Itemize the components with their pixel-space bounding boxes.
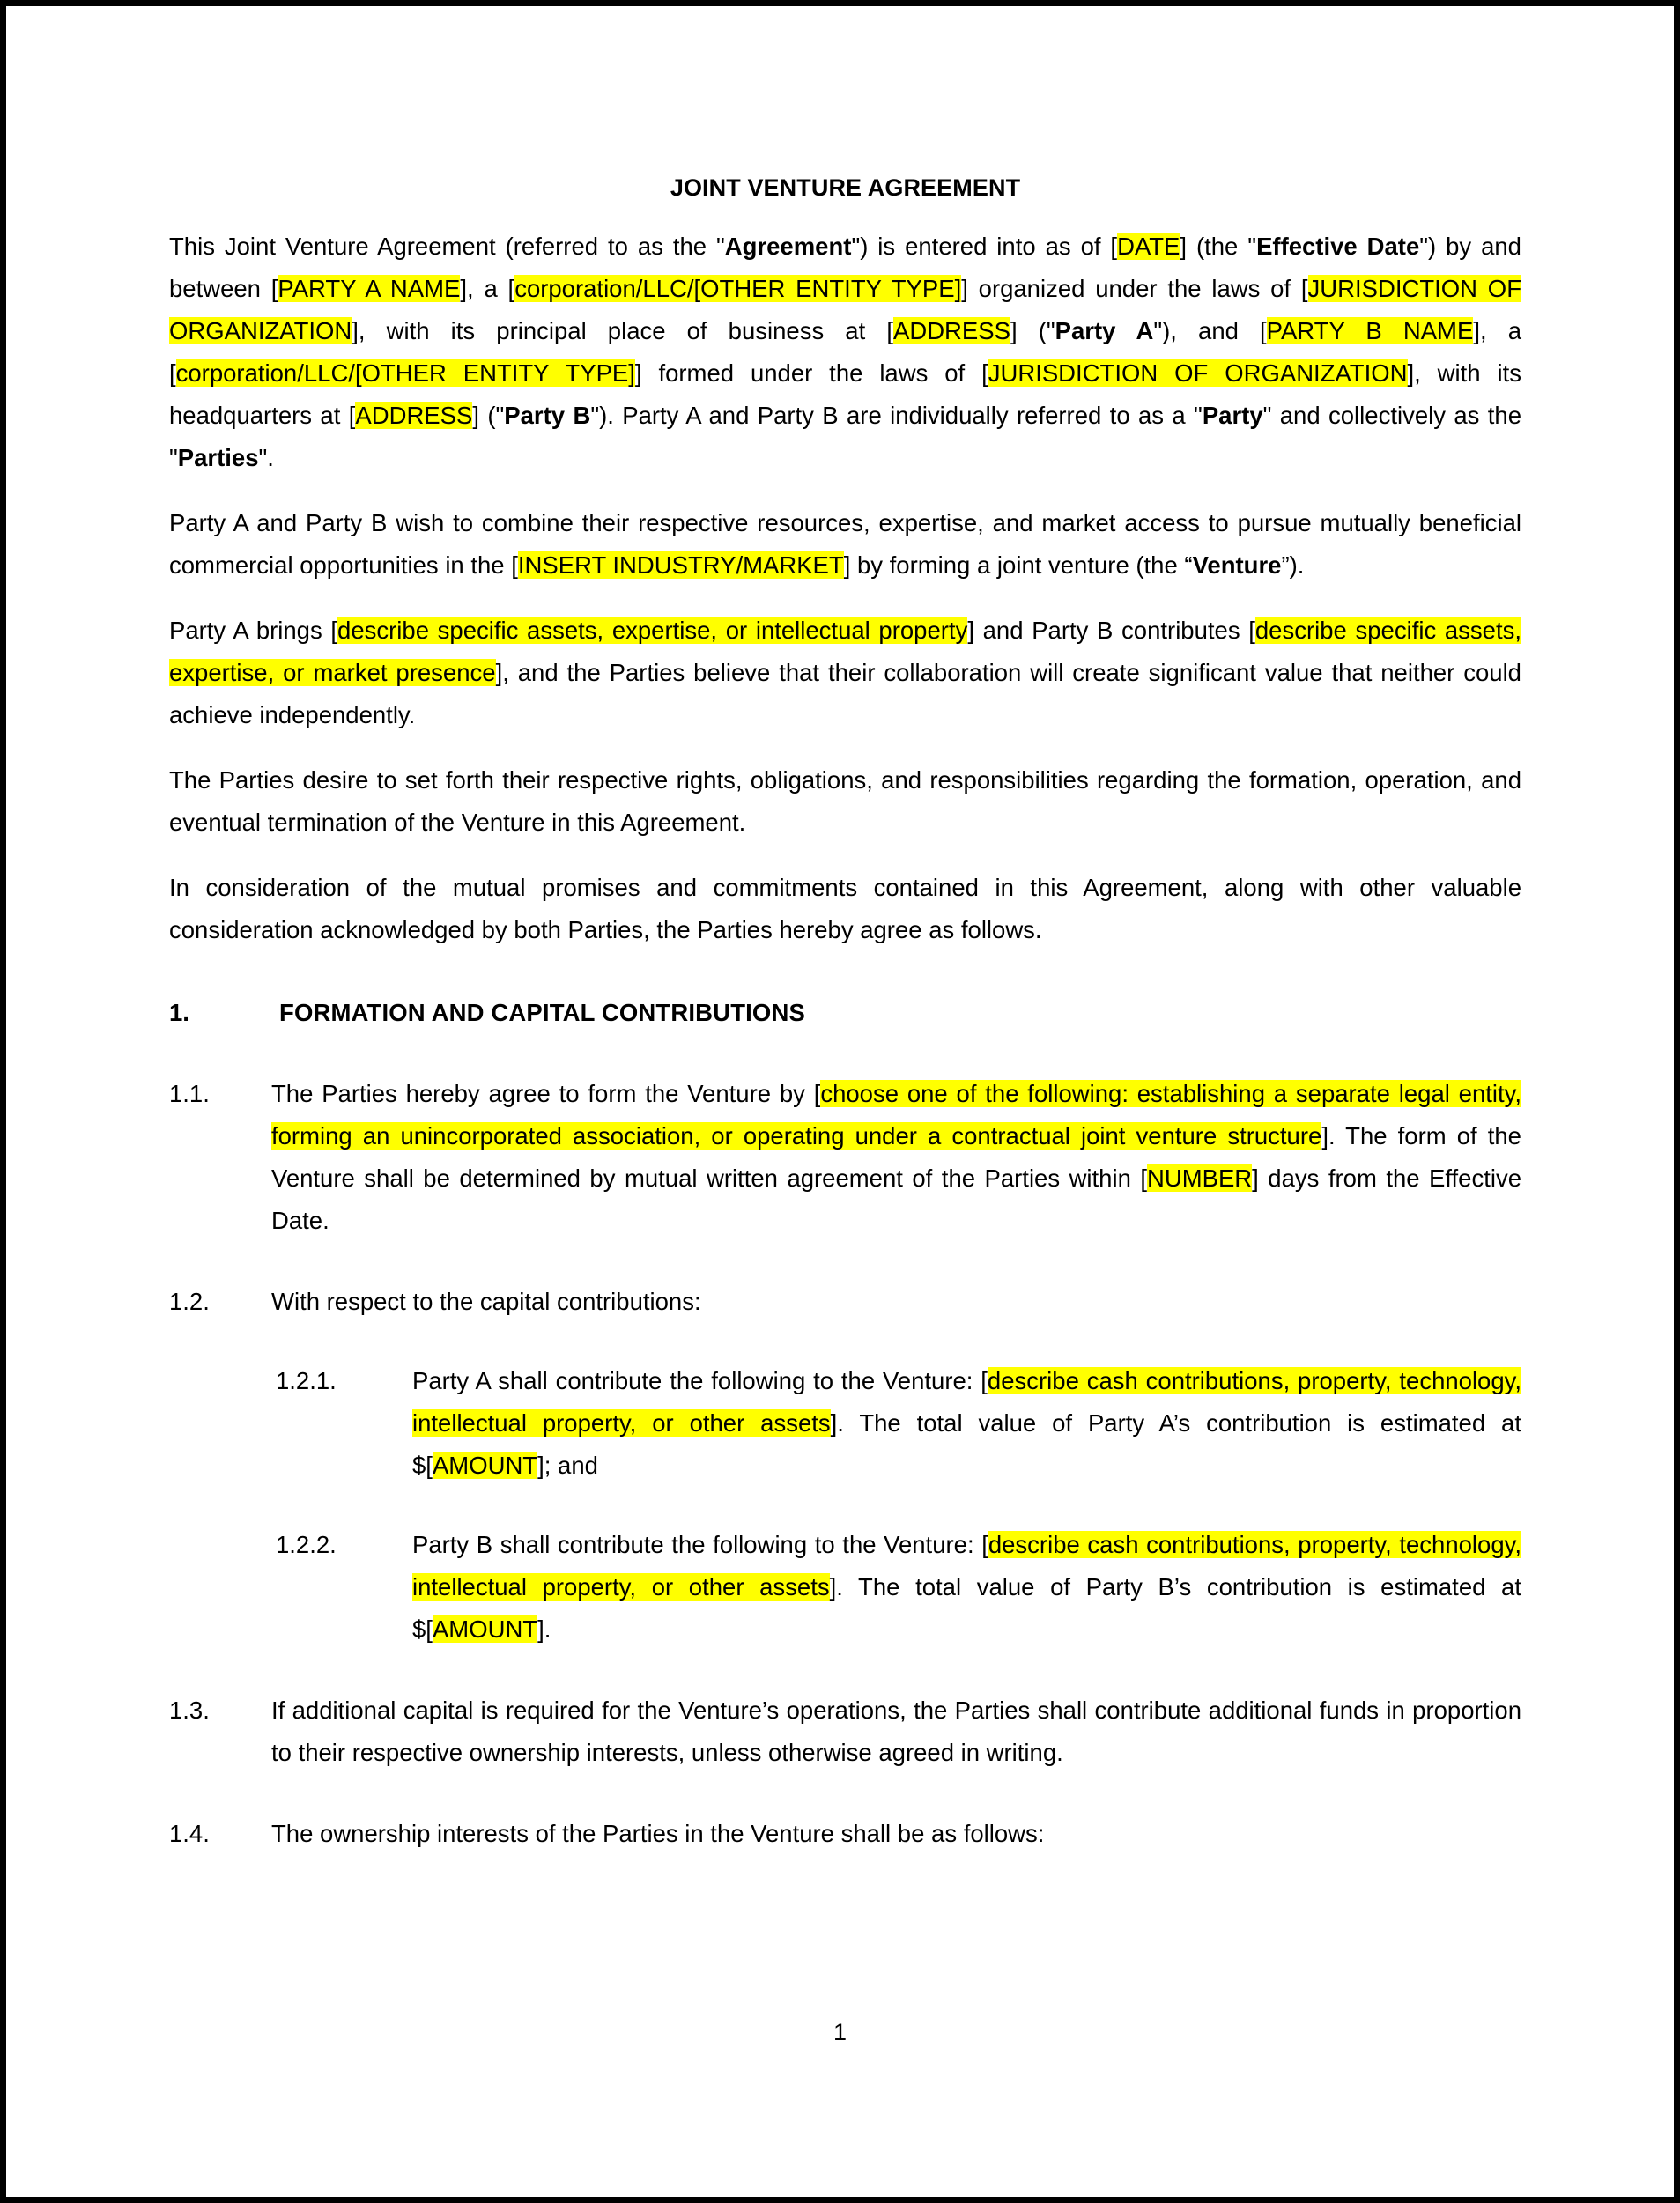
placeholder-party-a-contributions: describe cash contributions, property, technology, intellectual property, or other assets (412, 1367, 1521, 1438)
defined-term-party: Party (1202, 402, 1263, 430)
section-number: 1. (169, 999, 189, 1027)
text-run: ]; and (537, 1452, 598, 1480)
text-run: ] organized under the laws of [ (961, 275, 1308, 303)
text-run: ] days from the Effective Date. (271, 1164, 1521, 1235)
text-run: The Parties desire to set forth their respective rights, obligations, and responsibilities regarding the formation, operation, and eventual termination of the Venture in this Agreement. (169, 766, 1521, 837)
text-run: ], and the Parties believe that their collaboration will create significant value that neither could achieve independently. (169, 659, 1521, 729)
text-run: Party B shall contribute the following to the Venture: [ (412, 1531, 988, 1559)
clause-1-1 (169, 1073, 1521, 1242)
placeholder-date: DATE (1117, 233, 1180, 261)
preamble-paragraph-4 (169, 759, 1521, 844)
placeholder-party-a-address: ADDRESS (893, 317, 1010, 345)
placeholder-party-b-address: ADDRESS (355, 402, 473, 430)
defined-term-party-a: Party A (1055, 317, 1154, 345)
placeholder-party-a-amount: AMOUNT (432, 1452, 538, 1480)
text-run: ") by and between [ (169, 233, 1521, 303)
clause-text: If additional capital is required for the Venture’s operations, the Parties shall contribute additional funds in proportion to their respective ownership interests, unless otherwise agreed in writing. (271, 1697, 1521, 1767)
placeholder-party-b-assets: describe specific assets, expertise, or market presence (169, 617, 1521, 687)
placeholder-party-b-name: PARTY B NAME (1266, 317, 1474, 345)
placeholder-party-b-contributions: describe cash contributions, property, technology, intellectual property, or other assets (412, 1531, 1521, 1601)
text-run: Party A shall contribute the following to the Venture: [ (412, 1367, 988, 1395)
text-run: ]. (537, 1615, 551, 1644)
clause-1-2 (169, 1281, 1521, 1323)
preamble-paragraph-3 (169, 610, 1521, 736)
text-run: This Joint Venture Agreement (referred to as the " (169, 233, 725, 261)
text-run: ”). (1281, 551, 1305, 580)
text-run: "). Party A and Party B are individually referred to as a " (590, 402, 1203, 430)
placeholder-venture-form-options: choose one of the following: establishing a separate legal entity, forming an unincorporated association, or operating under a contractual joint venture structure (271, 1080, 1521, 1150)
placeholder-party-a-assets: describe specific assets, expertise, or intellectual property (337, 617, 968, 645)
text-run: ], a [ (169, 317, 1521, 388)
clause-1-4 (169, 1813, 1521, 1855)
clause-text: With respect to the capital contributions: (271, 1288, 701, 1316)
clause-number: 1.2.1. (276, 1367, 337, 1395)
placeholder-party-a-jurisdiction: JURISDICTION OF ORGANIZATION (169, 275, 1521, 345)
clause-text (271, 1073, 1521, 1242)
defined-term-party-b: Party B (504, 402, 591, 430)
clause-number: 1.4. (169, 1820, 210, 1848)
text-run: ], with its principal place of business at [ (352, 317, 893, 345)
text-run: ], a [ (460, 275, 515, 303)
clause-number: 1.1. (169, 1080, 210, 1108)
placeholder-party-a-name: PARTY A NAME (278, 275, 461, 303)
placeholder-party-a-entity-type: corporation/LLC/[OTHER ENTITY TYPE] (514, 275, 962, 303)
text-run: Party A and Party B wish to combine their respective resources, expertise, and market access to pursue mutually beneficial commercial opportunities in the [ (169, 509, 1521, 580)
text-run: ] (" (1010, 317, 1055, 345)
placeholder-number-of-days: NUMBER (1147, 1164, 1253, 1193)
clause-number: 1.2.2. (276, 1531, 337, 1559)
text-run: ". (258, 444, 274, 472)
clause-text: The ownership interests of the Parties in the Venture shall be as follows: (271, 1820, 1045, 1848)
text-run: ] (the " (1180, 233, 1257, 261)
text-run: ] and Party B contributes [ (967, 617, 1255, 645)
text-run: ] by forming a joint venture (the “ (843, 551, 1193, 580)
text-run: "), and [ (1153, 317, 1267, 345)
text-run: ] (" (472, 402, 505, 430)
text-run: " and collectively as the " (169, 402, 1521, 472)
text-run: In consideration of the mutual promises and commitments contained in this Agreement, along with other valuable consideration acknowledged by both Parties, the Parties hereby agree as follows. (169, 874, 1521, 944)
text-run: ]. The form of the Venture shall be determined by mutual written agreement of the Parties within [ (271, 1122, 1521, 1193)
clause-1-2-1 (276, 1360, 1521, 1487)
clause-number: 1.2. (169, 1288, 210, 1316)
text-run: ]. The total value of Party B’s contribution is estimated at $[ (412, 1573, 1521, 1644)
placeholder-industry-market: INSERT INDUSTRY/MARKET (517, 551, 844, 580)
text-run: ]. The total value of Party A’s contribution is estimated at $[ (412, 1409, 1521, 1480)
clause-1-3 (169, 1689, 1521, 1774)
placeholder-party-b-entity-type: corporation/LLC/[OTHER ENTITY TYPE] (175, 359, 635, 388)
preamble-paragraph-1 (169, 225, 1521, 479)
defined-term-parties: Parties (177, 444, 259, 472)
placeholder-party-b-amount: AMOUNT (432, 1615, 538, 1644)
text-run: The Parties hereby agree to form the Venture by [ (271, 1080, 821, 1108)
placeholder-party-b-jurisdiction: JURISDICTION OF ORGANIZATION (988, 359, 1408, 388)
defined-term-effective-date: Effective Date (1256, 233, 1420, 261)
clause-number: 1.3. (169, 1697, 210, 1725)
page-title: JOINT VENTURE AGREEMENT (670, 174, 1021, 201)
page-content-area (169, 6, 1521, 2197)
section-heading-1 (169, 992, 1521, 1034)
clause-1-2-2 (276, 1524, 1521, 1651)
defined-term-venture: Venture (1192, 551, 1282, 580)
text-run: ] formed under the laws of [ (634, 359, 988, 388)
preamble-paragraph-5 (169, 867, 1521, 951)
clause-text (412, 1360, 1521, 1487)
page-number-footer: 1 (833, 2019, 847, 2045)
section-heading-text: FORMATION AND CAPITAL CONTRIBUTIONS (279, 999, 805, 1027)
text-run: ], with its headquarters at [ (169, 359, 1521, 430)
defined-term-agreement: Agreement (724, 233, 852, 261)
text-run: Party A brings [ (169, 617, 338, 645)
preamble-paragraph-2 (169, 502, 1521, 587)
text-run: ") is entered into as of [ (851, 233, 1118, 261)
clause-text (412, 1524, 1521, 1651)
